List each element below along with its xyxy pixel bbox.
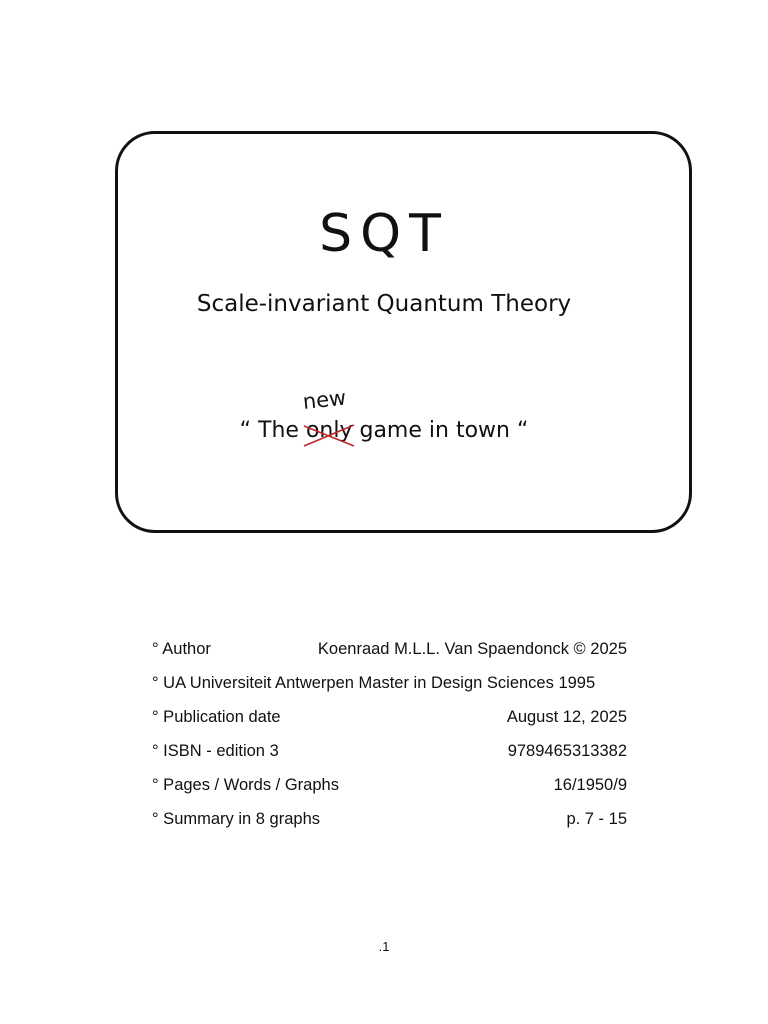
info-value: Koenraad M.L.L. Van Spaendonck © 2025 (317, 640, 627, 658)
tagline-rest: game in town “ (359, 418, 529, 443)
info-label: ° Pages / Words / Graphs (152, 776, 339, 794)
document-subtitle: Scale-invariant Quantum Theory (196, 291, 572, 317)
info-value: 9789465313382 (507, 742, 627, 760)
page-number: .1 (378, 939, 390, 954)
info-label: ° Publication date (152, 708, 281, 726)
info-value: August 12, 2025 (506, 708, 627, 726)
info-row-isbn (152, 740, 627, 774)
publication-info-list (152, 638, 627, 842)
info-value: p. 7 - 15 (566, 810, 627, 828)
tagline-struck-word (306, 420, 353, 442)
info-label: ° UA Universiteit Antwerpen Master in Design Sciences 1995 (152, 674, 596, 692)
info-value: 16/1950/9 (553, 776, 627, 794)
info-row-pages-words-graphs (152, 774, 627, 808)
document-title: SQT (319, 204, 449, 264)
info-row-university (152, 672, 627, 706)
title-box (115, 131, 692, 533)
info-label: ° Author (152, 640, 211, 658)
info-row-summary (152, 808, 627, 842)
info-row-publication-date (152, 706, 627, 740)
info-row-author (152, 638, 627, 672)
tagline-struck-word-text: only (305, 418, 353, 443)
strikethrough-cross-icon (304, 419, 356, 449)
tagline-correction (301, 385, 353, 443)
tagline-open: “ The (239, 418, 299, 443)
info-label: ° ISBN - edition 3 (152, 742, 279, 760)
tagline (0, 385, 768, 443)
info-label: ° Summary in 8 graphs (152, 810, 320, 828)
tagline-replacement-word: new (301, 385, 348, 414)
